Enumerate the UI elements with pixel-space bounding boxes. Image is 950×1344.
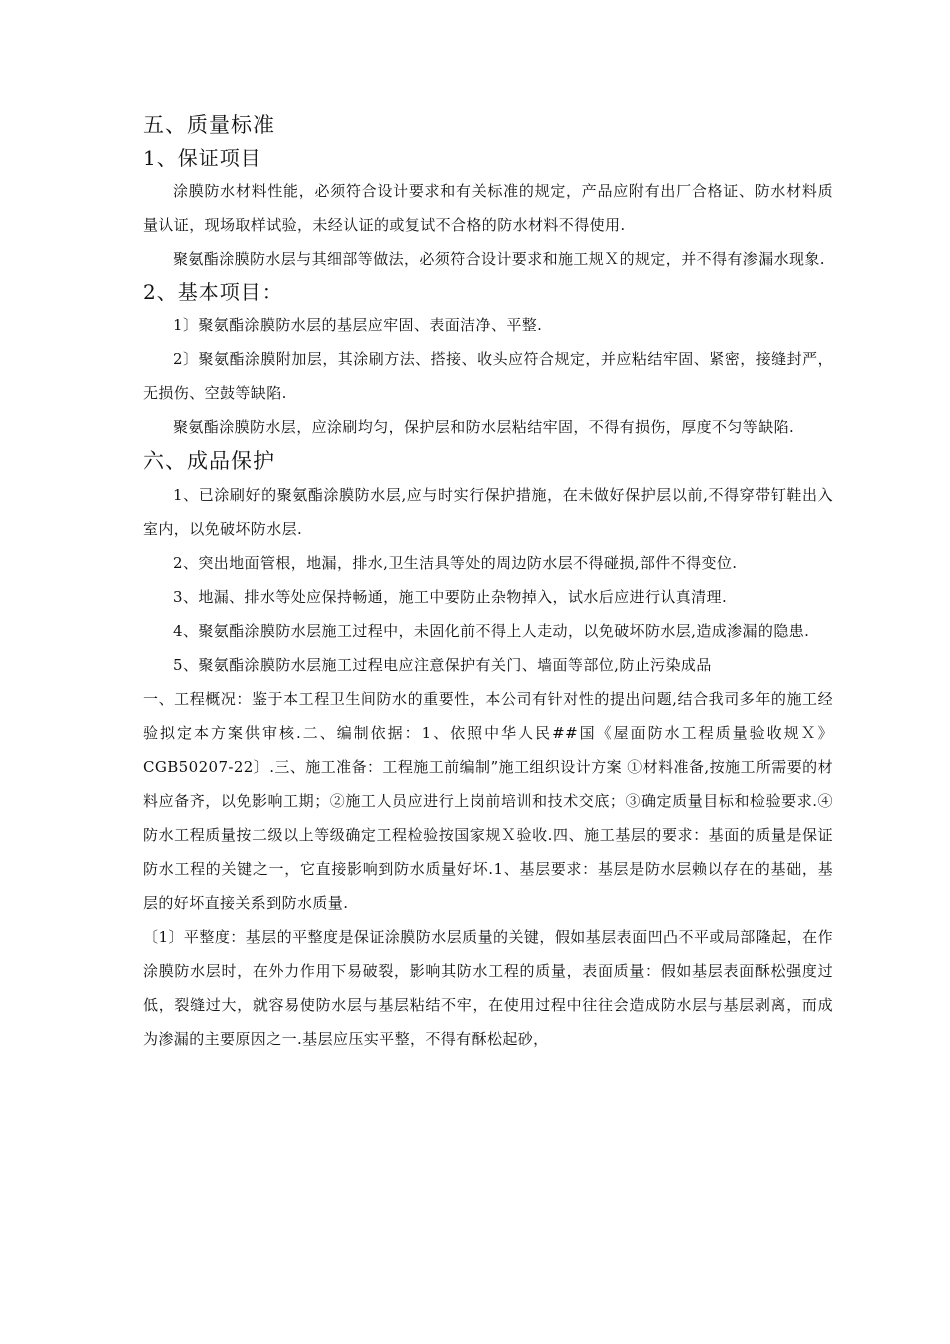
protection-item-3: 3、地漏、排水等处应保持畅通，施工中要防止杂物掉入，试水后应进行认真清理. [173,588,728,606]
basic-item-2: 2〕聚氨酯涂膜附加层，其涂刷方法、搭接、收头应符合规定，并应粘结牢固、紧密，接缝封严，无损伤、空鼓等缺陷. [143,350,833,402]
subsection-2-heading: 2、基本项目： [143,280,283,304]
protection-item-5: 5、聚氨酯涂膜防水层施工过程电应注意保护有关门、墙面等部位,防止污染成品 [173,656,712,674]
section-6-heading: 六、成品保护 [143,449,275,473]
flatness-paragraph: 〔1〕平整度：基层的平整度是保证涂膜防水层质量的关键，假如基层表面凹凸不平或局部隆起，在作涂膜防水层时，在外力作用下易破裂，影响其防水工程的质量，表面质量：假如基层表面酥松强度过低，裂缝过大，就容易使防水层与基层粘结不牢，在使用过程中往往会造成防水层与基层剥离，而成为渗漏的主要原因之一.基层应压实平整，不得有酥松起砂， [143,928,833,1048]
paragraph-detail-requirements: 聚氨酯涂膜防水层与其细部等做法，必须符合设计要求和施工规Ｘ的规定，并不得有渗漏水现象. [173,250,825,268]
protection-item-4: 4、聚氨酯涂膜防水层施工过程中，未固化前不得上人走动，以免破坏防水层,造成渗漏的隐患. [173,622,810,640]
overview-paragraph: 一、工程概况：鉴于本工程卫生间防水的重要性，本公司有针对性的提出问题,结合我司多年的施工经验拟定本方案供审核.二、编制依据：1、依照中华人民##国《屋面防水工程质量验收规Ｘ》CGB50207-22〕.三、施工准备：工程施工前编制”施工组织设计方案 ①材料准备,按施工所需要的材料应备齐，以免影响工期；②施工人员应进行上岗前培训和技术交底；③确定质量目标和检验要求.④防水工程质量按二级以上等级确定工程检验按国家规Ｘ验收.四、施工基层的要求：基面的质量是保证防水工程的关键之一，它直接影响到防水质量好坏.1、基层要求：基层是防水层赖以存在的基础，基层的好坏直接关系到防水质量. [143,690,833,912]
section-5-heading: 五、质量标准 [143,113,275,137]
document-body [143,108,833,1056]
basic-item-1: 1〕聚氨酯涂膜防水层的基层应牢固、表面洁净、平整. [173,316,543,334]
protection-item-2: 2、突出地面管根，地漏，排水,卫生洁具等处的周边防水层不得碰损,部件不得变位. [173,554,738,572]
subsection-1-heading: 1、保证项目 [143,146,262,170]
basic-item-3: 聚氨酯涂膜防水层，应涂刷均匀，保护层和防水层粘结牢固，不得有损伤，厚度不匀等缺陷. [173,418,795,436]
protection-item-1: 1、已涂刷好的聚氨酯涂膜防水层,应与时实行保护措施，在未做好保护层以前,不得穿带钉鞋出入室内，以免破坏防水层. [143,486,833,538]
paragraph-material-performance: 涂膜防水材料性能，必须符合设计要求和有关标准的规定，产品应附有出厂合格证、防水材料质量认证，现场取样试验，未经认证的或复试不合格的防水材料不得使用. [143,182,833,234]
